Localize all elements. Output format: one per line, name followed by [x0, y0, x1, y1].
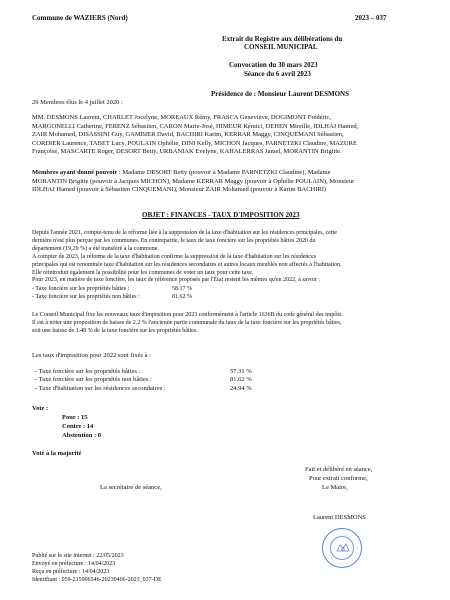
presidence: Présidence de : Monsieur Laurent DESMONS [211, 90, 349, 98]
taux-label: - Taxe d'habitation sur les résidences secondaires : [35, 385, 166, 392]
seance-date: Séance du 6 avril 2023 [244, 70, 311, 78]
vote-pour: Pour : 15 [62, 414, 88, 421]
pouvoir-line: : Madame DESORT Betty (pouvoir à Madame PARNETZKI Claudine), Madame [117, 169, 331, 176]
footer-received: Reçu en préfecture : 14/04/2023 [32, 569, 110, 575]
taux-label: - Taxe foncière sur les propriétés bâties : [35, 368, 141, 375]
taux-row [35, 376, 295, 385]
taux-label: - Taxe foncière sur les propriétés non bâties : [35, 376, 152, 383]
ref-rate-label: - Taxe foncière sur les propriétés bâties : [32, 286, 130, 292]
vote-abstention: Abstention : 0 [62, 432, 102, 439]
ref-rate-row [32, 294, 272, 302]
pouvoir-line: MORANTIN Brigitte (pouvoir à Jacques MICHON), Madame KERRAR Maggy (pouvoir à Ophélie POULAIN), Monsieur [32, 177, 355, 185]
ref-rate-row [32, 286, 272, 294]
ref-rate-label: - Taxe foncière sur les propriétés non bâties : [32, 294, 140, 300]
footer-identifier: Identifiant : 059-215906546-20230406-2023_037-DE [32, 577, 162, 583]
taux-value: 57.31 % [230, 368, 252, 375]
convocation-date: Convocation du 30 mars 2023 [229, 61, 318, 69]
members-line: ZAIR Mohamed, DISASSINI Guy, GAMBIER David, BACHIRI Karim, KERRAR Maggy, CINQUEMANI Sébastien, [32, 131, 344, 139]
taux-row [35, 385, 295, 394]
signature-extrait: Pour extrait conforme, [309, 475, 368, 482]
taux-title: Les taux d'imposition pour 2022 sont fixés à : [32, 352, 151, 359]
pouvoir-line: IDLHAJ Hamed (pouvoir à Sébastien CINQUEMANI), Monsieur ZAIR Mohamed (pouvoir à Karim BACHIRI) [32, 186, 327, 194]
members-line: Françoise, MASCARTE Roger, DESORT Betty, URBANIAK Evelyne, KAHALERRAS Jamel, MORANTIN Brigitte. [32, 148, 342, 156]
footer-sent: Envoyé en préfecture : 14/04/2023 [32, 561, 116, 567]
body-line: Il est à noter une proposition de baisse de 2.2 % l'ancienne partie communale du taux de la taxe foncière sur les propriétés bâties, [32, 319, 342, 326]
vote-label: Vote : [32, 405, 49, 412]
vote-result: Voté à la majorité [32, 450, 82, 457]
body-line: soit une baisse de 1.48 % de la taxe foncière sur les propriétés bâties. [32, 327, 198, 334]
body-line: dernière n'est plus perçue par les communes. En contrepartie, le taux de taxe foncière sur les propriétés bâties 2020 du [32, 237, 316, 244]
signature-fait: Fait et délibéré en séance, [305, 466, 373, 473]
taux-value: 81.62 % [230, 376, 252, 383]
mayor-name: Laurent DESMONS [313, 514, 366, 521]
body-line: principales qui est renommée taxe d'habitation sur les résidences secondaires et autres locaux meublés non affectés à l'habitation. [32, 261, 342, 268]
signature-secretaire: La secrétaire de séance, [100, 484, 162, 491]
body-line: département (19,29 %) a été transféré à la commune. [32, 245, 159, 252]
ref-rate-value: 58.17 % [172, 286, 192, 292]
commune-name: Commune de WAZIERS (Nord) [32, 14, 128, 22]
members-line: MARGONELLI Catherine, FERENZ Sébastien, CARON Marie-José, HIMEUR Kémici, DEHEN Mireille, IDLHAJ Hamed, [32, 122, 359, 130]
body-line: Le Conseil Municipal fixe les nouveaux taux d'imposition pour 2023 conformément à l'article 1636B du code général des impôts. [32, 312, 343, 318]
members-list [32, 114, 427, 157]
footer-published: Publié sur le site internet : 22/05/2023 [32, 553, 124, 559]
register-title-line1: Extrait du Registre aux délibérations du [222, 35, 343, 43]
taux-value: 24.94 % [230, 385, 252, 392]
body-line: Pour 2023, en matière de taxe foncière, les taux de référence proposés par l'État restent les mêmes qu'en 2022, à savoir : [32, 277, 321, 284]
body-paragraph-2 [32, 312, 427, 336]
members-line: CORDIER Laurence, TABET Lucy, POULAIN Ophélie, DINI Kelly, MICHON Jacques, PARNETZKI Claudine, MAZURE [32, 139, 357, 147]
pouvoir-label: Membres ayant donné pouvoir [32, 169, 118, 176]
vote-contre: Contre : 14 [62, 423, 94, 430]
members-elected: 29 Membres élus le 4 juillet 2020 : [32, 99, 123, 106]
municipal-seal-icon [322, 528, 362, 568]
body-line: Depuis l'année 2021, compte-tenu de la réforme liée à la suppression de la taxe d'habitation sur les résidences principales, cette [32, 230, 337, 236]
signature-maire: Le Maire, [322, 484, 348, 491]
members-line: MM. DESMONS Laurent, CHARLET Jocelyne, MOREAUX Rémy, FRASCA Geneviève, DOGIMONT Frédéric, [32, 114, 332, 121]
register-title-line2: CONSEIL MUNICIPAL [244, 43, 318, 51]
ref-rate-value: 81.62 % [172, 294, 192, 300]
objet-title: OBJET : FINANCES - TAUX D'IMPOSITION 2023 [142, 211, 300, 219]
body-paragraph-1 [32, 230, 427, 285]
body-line: Elle réintroduit également la possibilité pour les communes de voter un taux pour cette taxe. [32, 269, 254, 276]
deliberation-ref: 2023 – 037 [355, 14, 387, 22]
members-pouvoir [32, 169, 427, 195]
body-line: A compter de 2023, la réforme de la taxe d'habitation confirme la suppression de la taxe d'habitation sur les résidences [32, 253, 317, 260]
